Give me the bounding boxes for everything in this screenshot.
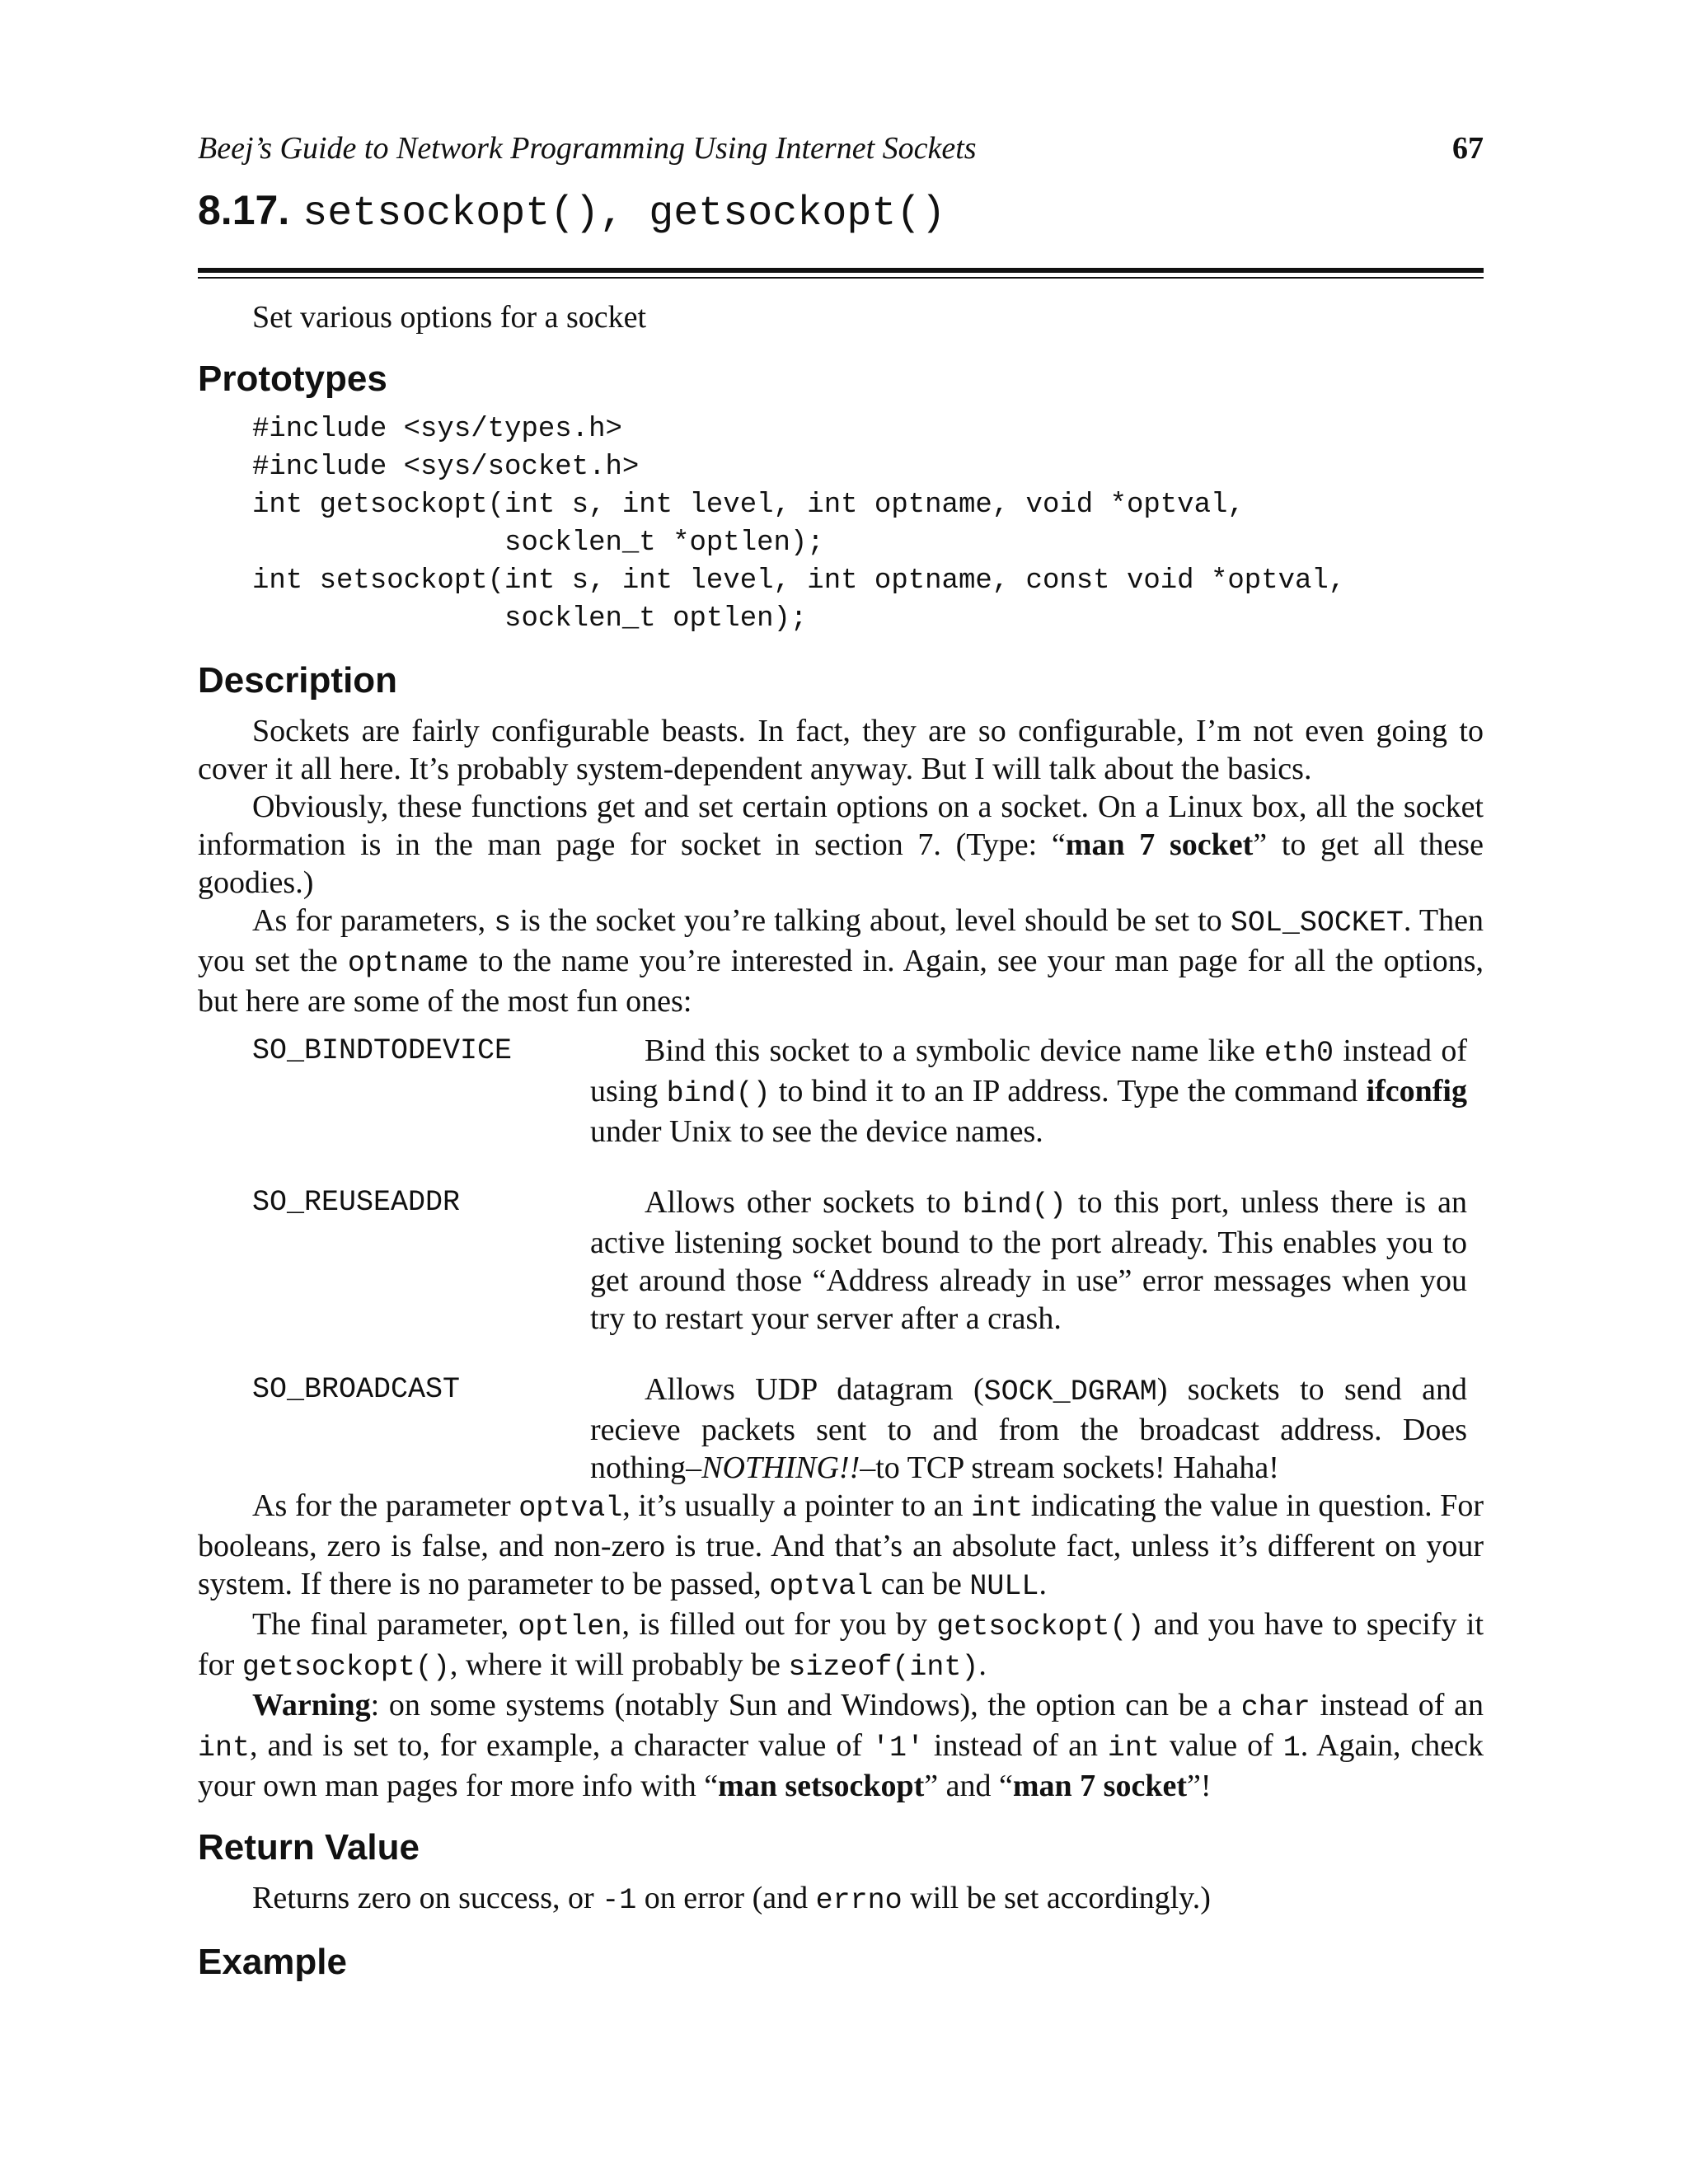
option-description: Bind this socket to a symbolic device name like eth0 instead of using bind() to bind it to an IP address. Type the command ifconfig under Unix to see the device names. [590,1033,1467,1149]
option-name: SO_BROADCAST [252,1373,461,1406]
description-paragraph-3: As for parameters, s is the socket you’re talking about, level should be set to SOL_SOCKET. Then you set the optname to the name you’re interested in. Again, see your man page for all the options, but here are some of the most fun ones: [198,903,1484,1019]
inline-code: getsockopt() [241,1651,450,1684]
inline-code: int [198,1732,251,1765]
inline-code: getsockopt() [936,1610,1145,1643]
inline-code: optval [769,1570,874,1603]
book-title: Beej’s Guide to Network Programming Using Internet Sockets [198,131,977,166]
man-command: man setsockopt [718,1769,925,1803]
option-name: SO_BINDTODEVICE [252,1034,513,1067]
command-name: ifconfig [1366,1074,1467,1108]
description-paragraph-1: Sockets are fairly configurable beasts. In fact, they are so configurable, I’m not even going to cover it all here. It’s probably system-dependent anyway. But I will talk about the basics. [198,714,1484,786]
section-function-names: setsockopt(), getsockopt() [302,190,946,237]
inline-code: int [971,1492,1024,1525]
option-item [252,1371,1484,1487]
return-value-text: Returns zero on success, or -1 on error (and errno will be set accordingly.) [252,1881,1211,1917]
heading-return-value: Return Value [198,1827,420,1868]
inline-code: optval [518,1492,623,1525]
section-number: 8.17. [198,187,290,233]
inline-code: -1 [602,1884,637,1917]
option-description: Allows other sockets to bind() to this port, unless there is an active listening socket bound to the port already. This enables you to get around those “Address already in use” error messages when you try to restart your server after a crash. [590,1185,1467,1336]
inline-code: sizeof(int) [788,1651,979,1684]
man-command: man 7 socket [1065,827,1254,862]
page-number: 67 [1452,131,1484,166]
heading-description: Description [198,660,398,701]
heading-example: Example [198,1942,347,1982]
description-paragraph-5: The final parameter, optlen, is filled out for you by getsockopt() and you have to specify it for getsockopt(), where it will probably be sizeof(int). [198,1607,1484,1684]
option-item [252,1032,1484,1151]
title-rule-thin [198,277,1484,279]
emphasis: NOTHING!! [701,1451,860,1485]
section-summary: Set various options for a socket [252,300,647,335]
option-name: SO_REUSEADDR [252,1186,461,1219]
inline-code: bind() [666,1077,771,1110]
inline-code: eth0 [1264,1037,1334,1070]
inline-code: SOL_SOCKET [1230,907,1404,940]
section-title [198,181,1484,243]
option-item [252,1183,1484,1338]
inline-code: 1 [1282,1732,1301,1765]
inline-code: optname [347,947,469,980]
description-paragraph-4: As for the parameter optval, it’s usually a pointer to an int indicating the value in question. For booleans, zero is false, and non-zero is true. And that’s an absolute fact, unless it’s different on your system. If there is no parameter to be passed, optval can be NULL. [198,1488,1484,1603]
inline-code: bind() [962,1188,1067,1221]
option-description: Allows UDP datagram (SOCK_DGRAM) sockets to send and recieve packets sent to and from the broadcast address. Does nothing–NOTHING!!–to TCP stream sockets! Hahaha! [590,1372,1467,1485]
inline-code: SOCK_DGRAM [983,1376,1157,1408]
prototypes-code-block: #include <sys/types.h> #include <sys/socket.h> int getsockopt(int s, int level, int optname, void *optval, socklen_t *optlen); int setsockopt(int s, int level, int optname, const void *optval, socklen_t optlen); [252,414,1346,635]
inline-code: errno [815,1884,903,1917]
inline-code: int [1107,1732,1160,1765]
description-paragraph-2: Obviously, these functions get and set certain options on a socket. On a Linux box, all the socket information is in the man page for socket in section 7. (Type: “man 7 socket” to get all these goodies.) [198,790,1484,900]
title-rule-thick [198,268,1484,273]
socket-options-list [252,1032,1484,1487]
heading-prototypes: Prototypes [198,359,387,399]
warning-label: Warning [252,1688,371,1722]
page [198,124,1484,1994]
inline-code: '1' [871,1732,924,1765]
description-paragraph-6: Warning: on some systems (notably Sun and Windows), the option can be a char instead of an int, and is set to, for example, a character value of '1' instead of an int value of 1. Again, check your own man pages for more info with “man setsockopt” and “man 7 socket”! [198,1688,1484,1803]
inline-code: s [494,907,512,940]
inline-code: char [1240,1691,1311,1724]
inline-code: NULL [969,1570,1039,1603]
man-command: man 7 socket [1012,1769,1187,1803]
inline-code: optlen [518,1610,622,1643]
running-header [198,124,1484,173]
